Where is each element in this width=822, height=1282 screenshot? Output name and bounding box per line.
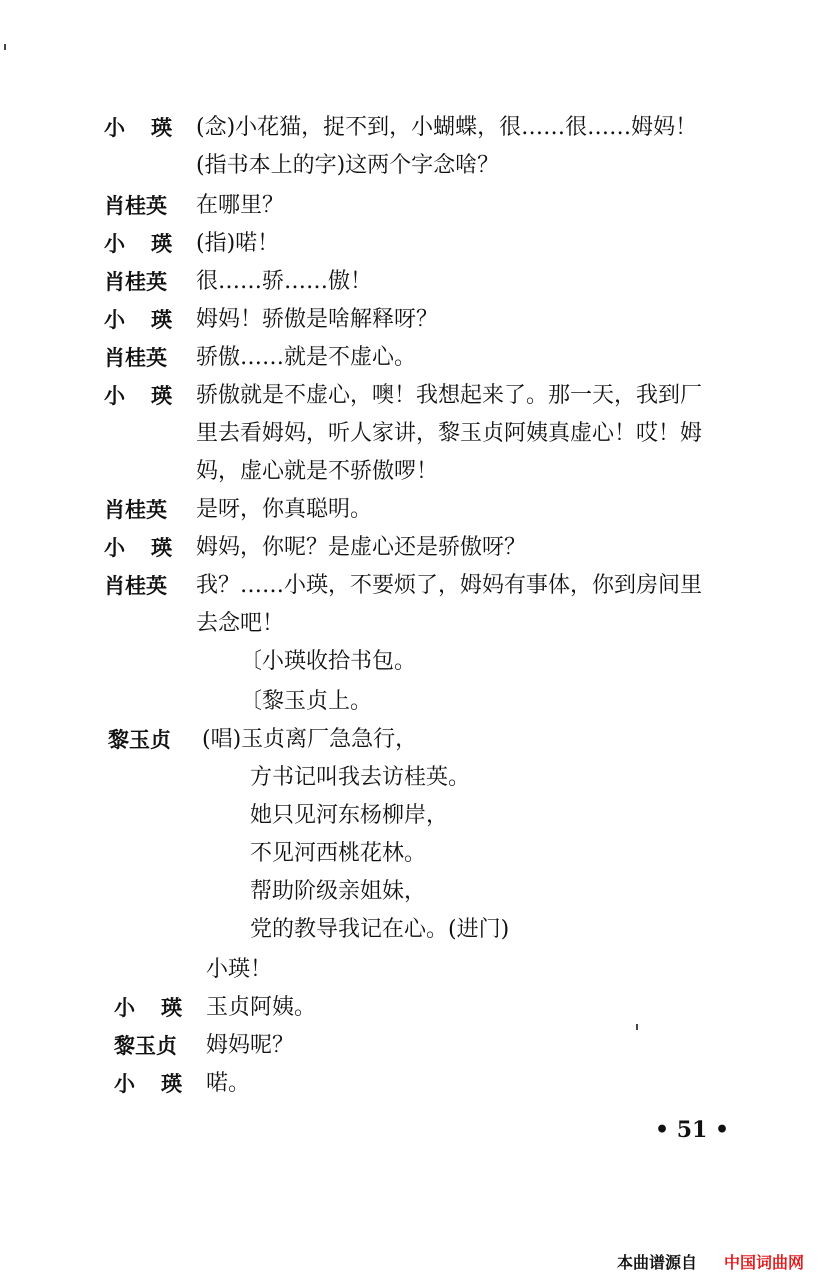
speaker-label: 肖桂英 (104, 574, 167, 598)
dialogue-line: 妈，虚心就是不骄傲啰！ (196, 459, 439, 484)
speaker-label: 黎玉贞 (108, 728, 171, 752)
dialogue-line: 里去看姆妈，听人家讲，黎玉贞阿姨真虚心！哎！姆 (196, 421, 703, 446)
footer-site-name[interactable]: 中国词曲网 (724, 1253, 805, 1272)
dialogue-line: (指)喏！ (196, 231, 280, 256)
speaker-label: 小瑛 (104, 232, 198, 256)
dialogue-line: 去念吧！ (196, 611, 285, 636)
lyric-line: 帮助阶级亲姐妹， (250, 879, 427, 904)
speaker-label: 小瑛 (104, 308, 198, 332)
dialogue-line: 骄傲……就是不虚心。 (196, 345, 417, 370)
page-number: • 51 • (655, 1117, 730, 1143)
dialogue-line: 喏。 (206, 1071, 251, 1096)
dialogue-line: 很……骄……傲！ (196, 269, 373, 294)
speaker-label: 小瑛 (104, 536, 198, 560)
speaker-label: 肖桂英 (104, 270, 167, 294)
lyric-line: 不见河西桃花林。 (250, 841, 427, 866)
scan-speck (4, 44, 6, 50)
speaker-label: 肖桂英 (104, 346, 167, 370)
lyric-line: 方书记叫我去访桂英。 (250, 765, 471, 790)
speaker-label: 肖桂英 (104, 194, 167, 218)
lyric-line: 党的教导我记在心。(进门) (250, 917, 510, 942)
speaker-label: 小瑛 (104, 116, 198, 140)
lyric-line: 她只见河东杨柳岸， (250, 803, 449, 828)
speaker-label: 肖桂英 (104, 498, 167, 522)
speaker-label: 黎玉贞 (114, 1034, 177, 1058)
footer-source-label: 本曲谱源自 (617, 1253, 698, 1272)
dialogue-line: 姆妈呢？ (206, 1033, 295, 1058)
dialogue-line: (念)小花猫，捉不到，小蝴蝶，很……很……姆妈！ (196, 115, 698, 140)
speaker-label: 小瑛 (104, 384, 198, 408)
dialogue-line: 骄傲就是不虚心，噢！我想起来了。那一天，我到厂 (196, 383, 703, 408)
dialogue-line: (指书本上的字)这两个字念啥？ (196, 153, 500, 178)
dialogue-line: 玉贞阿姨。 (206, 995, 317, 1020)
lyric-line: (唱)玉贞离厂急急行， (202, 727, 418, 752)
dialogue-line: 我？……小瑛，不要烦了，姆妈有事体，你到房间里 (196, 573, 703, 598)
stage-direction: 〔小瑛收拾书包。 (240, 649, 417, 674)
dialogue-line: 姆妈！骄傲是啥解释呀？ (196, 307, 439, 332)
scan-speck (636, 1024, 638, 1030)
stage-direction: 〔黎玉贞上。 (240, 689, 373, 714)
dialogue-line: 是呀，你真聪明。 (196, 497, 373, 522)
speaker-label: 小瑛 (114, 1072, 208, 1096)
dialogue-line: 在哪里？ (196, 193, 285, 218)
dialogue-line: 小瑛！ (206, 957, 273, 982)
dialogue-line: 姆妈，你呢？是虚心还是骄傲呀？ (196, 535, 527, 560)
speaker-label: 小瑛 (114, 996, 208, 1020)
